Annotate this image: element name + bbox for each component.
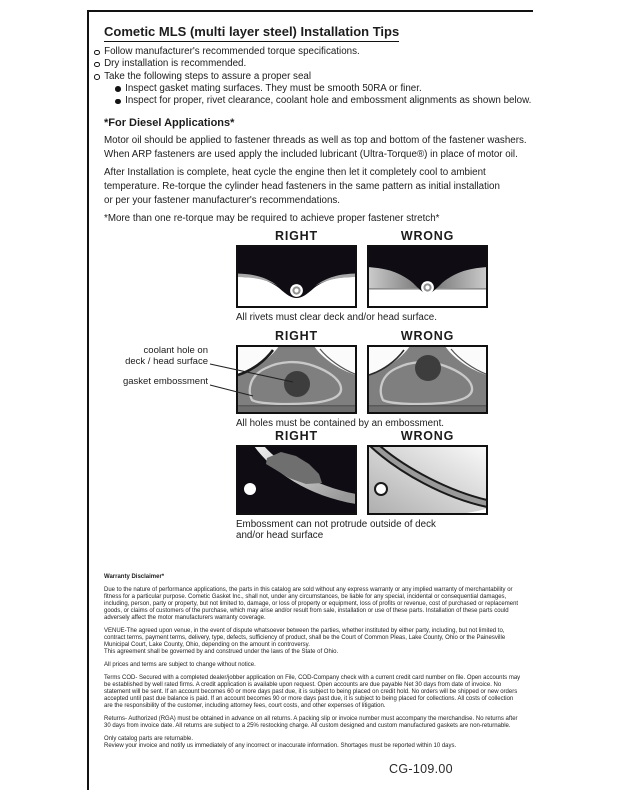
installation-tips-list [94,46,534,107]
review-invoice-line: Review your invoice and notify us immediately of any incorrect or inaccurate information. Shortages must be reported within 10 days. [104,743,457,749]
retorque-note: *More than one re-torque may be required to achieve proper fastener stretch* [104,213,440,224]
paragraph-line: Motor oil should be applied to fastener threads as well as top and bottom of the fastener washers. [104,135,527,146]
right-label: RIGHT [275,429,318,443]
caption-line: Embossment can not protrude outside of deck [236,519,436,530]
page-code: CG-109.00 [389,762,453,776]
prices-line: All prices and terms are subject to change without notice. [104,662,256,668]
legal-section [104,574,523,750]
diagram-labels [236,429,488,443]
rivet-right-panel [236,245,357,308]
list-item [94,95,534,107]
caption-line: and/or head surface [236,530,324,541]
embossment-wrong-panel [367,445,488,515]
terms-paragraph: Terms COD- Secured with a completed dealer/jobber application on File, COD-Company check with a current credit card number on file. Open accounts may be established by well rated firms. A credit application is available upon request. Open accounts are due payable Net 30 days from date of invoice. No statement will be sent. If an account becomes 60 or more days past due, it is subject to being placed on credit hold. No orders will be shipped or new orders accepted until past due balance is paid. If an account becomes 90 or more days past due, it is subject to being placed for collections. All costs of collection are the responsibility of the customer, including attorney fees, court costs, and other expenses of litigation. [104,675,521,709]
coolant-wrong-panel [367,345,488,414]
list-item [94,71,534,83]
diagram-panels [236,445,488,515]
embossment-caption [236,519,488,541]
list-item-text: Dry installation is recommended. [104,58,247,70]
diagram-panels [236,245,488,308]
list-item-text: Take the following steps to assure a proper seal [104,70,312,82]
list-item-text: Inspect for proper, rivet clearance, coolant hole and embossment alignments as shown below. [125,95,532,107]
paragraph-line: temperature. Re-torque the cylinder head fasteners in the same pattern as initial installation [104,181,500,192]
warranty-paragraph: Due to the nature of performance applications, the parts in this catalog are sold without any express warranty or any implied warranty of merchantability or fitness for a particular purpose. Cometic Gasket Inc., shall not, under any circumstances, be liable for any special, incidental or consequential damages, including, person, party or property, but not limited to, damage, or loss of property or equipment, loss of profits or revenue, cost of purchased or replacement goods, or claims of customers of the purchase, which may arise and/or result from sale, installation or use of these parts. Installation of these parts could adversely affect the motor manufacturers warranty coverage. [104,587,519,621]
diesel-paragraph-2 [104,166,544,208]
diesel-heading: *For Diesel Applications* [104,117,235,129]
paragraph-line: or per your fastener manufacturer's recommendations. [104,195,341,206]
bullet-icon [115,99,121,105]
left-border-line [87,10,89,790]
embossment-diagram [236,429,488,541]
list-item-text: Follow manufacturer's recommended torque specifications. [104,46,360,57]
annotation-leader-lines [205,355,310,415]
warranty-disclaimer-heading: Warranty Disclaimer* [104,574,165,580]
list-item [94,83,534,95]
governing-law-line: This agreement shall be governed by and construed under the laws of the State of Ohio. [104,649,339,655]
rivets-caption: All rivets must clear deck and/or head surface. [236,312,437,323]
list-item-text: Inspect gasket mating surfaces. They must be smooth 50RA or finer. [125,82,422,94]
diagram-labels [236,329,488,343]
rivets-diagram [236,229,488,323]
coolant-hole-annotation [110,346,208,368]
bullet-icon [94,74,100,80]
right-label: RIGHT [275,329,318,343]
diagram-labels [236,229,488,243]
annotation-line: coolant hole on [143,345,208,356]
top-border-line [87,10,533,12]
list-item [94,46,534,58]
venue-paragraph: VENUE-The agreed upon venue, in the event of dispute whatsoever between the parties, whether instituted by either party, including, but not limited to, contract terms, payment terms, delivery, type, defects, sufficiency of product, shall be the Court of Common Pleas, Lake County, Ohio or the Painesville Municipal Court, Lake County, Ohio, depending on the amount in controversy. [104,628,506,648]
returns-paragraph: Returns- Authorized (RGA) must be obtained in advance on all returns. A packing slip or invoice number must accompany the merchandise. No returns after 30 days from invoice date. All returns are subject to a 25% restocking charge. All custom designed and custom manufactured gaskets are non-returnable. [104,716,518,729]
diesel-paragraph-1 [104,134,544,162]
rivet-wrong-panel [367,245,488,308]
embossment-right-panel [236,445,357,515]
wrong-label: WRONG [400,429,455,443]
right-label: RIGHT [275,229,318,243]
list-item [94,58,534,70]
catalog-parts-line: Only catalog parts are returnable. [104,736,194,742]
annotation-line: deck / head surface [125,355,208,367]
gasket-embossment-annotation: gasket embossment [122,376,208,387]
paragraph-line: When ARP fasteners are used apply the included lubricant (Ultra-Torque®) in place of motor oil. [104,149,518,160]
paragraph-line: After Installation is complete, heat cycle the engine then let it completely cool to ambient [104,167,486,178]
page-title [104,24,399,42]
wrong-label: WRONG [400,329,455,343]
bullet-icon [115,86,121,92]
holes-caption: All holes must be contained by an embossment. [236,418,445,429]
wrong-label: WRONG [400,229,455,243]
bullet-icon [94,50,100,56]
page-title-text: Cometic MLS (multi layer steel) Installation Tips [104,24,399,42]
bullet-icon [94,62,100,68]
